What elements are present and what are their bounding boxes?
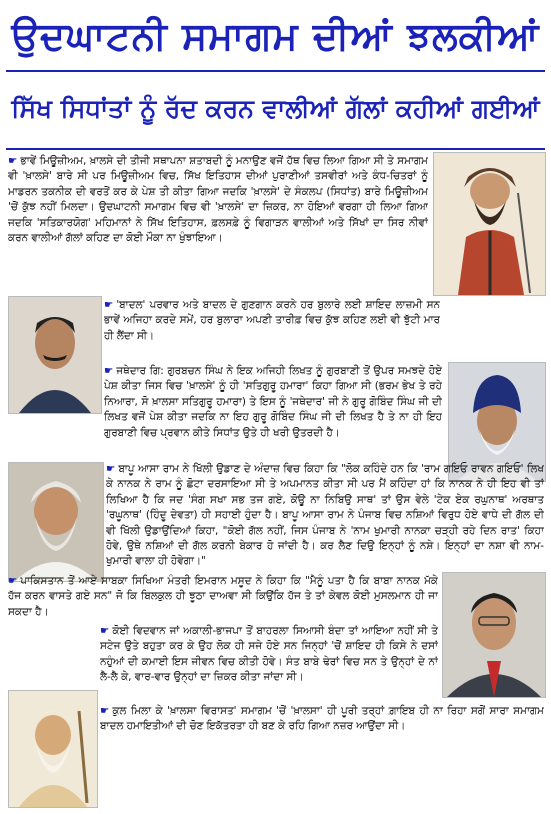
paragraph-1: ☛ ਭਾਵੇਂ ਮਿਊਜ਼ੀਅਮ, ਖ਼ਾਲਸੇ ਦੀ ਤੀਜੀ ਸਥਾਪਨਾ ਸ਼ਤਾਬਦੀ ਨੂੰ ਮਨਾਉਣ ਵਜੋਂ ਹੱਥ ਵਿਚ ਲਿਆ ਗਿਆ ਸੀ ਤੇ ਸਮਾਗਮ ਵੀ 'ਖ਼ਾਲਸੇ' ਬਾਰੇ ਸੀ ਪਰ ਮਿਊਜ਼ੀਅਮ ਵਿਚ, ਸਿੱਖ ਇਤਿਹਾਸ ਦੀਆਂ ਪੁਰਾਣੀਆਂ ਤਸਵੀਰਾਂ ਅਤੇ ਕੰਧ-ਚਿਤਰਾਂ ਨੂੰ ਮਾਡਰਨ ਤਕਨੀਕ ਦੀ ਵਰਤੋਂ ਕਰ ਕੇ ਪੇਸ਼ ਤੀ ਕੀਤਾ ਗਿਆ ਜਦਕਿ 'ਖ਼ਾਲਸੇ' ਦੇ ਸੰਕਲਪ (ਸਿਧਾਂਤ) ਬਾਰੇ ਮਿਊਜ਼ੀਅਮ 'ਚੋਂ ਕੁੱਝ ਨਹੀਂ ਮਿਲਦਾ। ਉਦਘਾਟਨੀ ਸਮਾਗਮ ਵਿਚ ਵੀ 'ਖ਼ਾਲਸੇ' ਦਾ ਜ਼ਿਕਰ, ਨਾ ਹੋਇਆਂ ਵਰਗਾ ਹੀ ਲਿਆ ਗਿਆ ਜਦਕਿ 'ਸਤਿਕਾਰਯੋਗ' ਮਹਿਮਾਨਾਂ ਨੇ ਸਿੱਖ ਇਤਿਹਾਸ, ਫ਼ਲਸਫ਼ੇ ਨੂੰ ਵਿਗਾੜਨ ਵਾਲੀਆਂ ਅਤੇ ਸਿੱਖਾਂ ਦਾ ਸਿਰ ਨੀਵਾਂ ਕਰਨ ਵਾਲੀਆਂ ਗੱਲਾਂ ਕਹਿਣ ਦਾ ਕੋਈ ਮੌਕਾ ਨਾ ਖੁੰਝਾਇਆ। (8, 155, 428, 245)
paragraph-7: ☛ ਕੁਲ ਮਿਲਾ ਕੇ 'ਖ਼ਾਲਸਾ ਵਿਰਾਸਤ' ਸਮਾਗਮ 'ਚੋਂ 'ਖ਼ਾਲਸਾ' ਹੀ ਪੂਰੀ ਤਰ੍ਹਾਂ ਗ਼ਾਇਬ ਹੀ ਨਾ ਰਿਹਾ ਸਗੋਂ ਸਾਰਾ ਸਮਾਗਮ ਬਾਦਲ ਹਮਾਇਤੀਆਂ ਦੀ ਚੋਣ ਇਕੱਤਰਤਾ ਹੀ ਬਣ ਕੇ ਰਹਿ ਗਿਆ ਨਜ਼ਰ ਆਉਂਦਾ ਸੀ। (100, 705, 544, 733)
bearded-bapu-portrait-image (8, 462, 104, 582)
paragraph-2: ☛ 'ਬਾਦਲ' ਪਰਵਾਰ ਅਤੇ ਬਾਦਲ ਦੇ ਗੁਣਗਾਨ ਕਰਨੇ ਹਰ ਬੁਲਾਰੇ ਲਈ ਸ਼ਾਇਦ ਲਾਜ਼ਮੀ ਸਨ ਭਾਵੇਂ ਅਜਿਹਾ ਕਰਦੇ ਸਮੇਂ, ਹਰ ਬੁਲਾਰਾ ਅਪਣੀ ਤਾਰੀਫ਼ ਵਿਚ ਕੁੱਝ ਕਹਿਣ ਲਈ ਵੀ ਝੁੱਟੀ ਮਾਰ ਹੀ ਲੈਂਦਾ ਸੀ। (104, 299, 440, 342)
headline-divider (6, 70, 545, 72)
paragraph-5: ☛ ਪਾਕਿਸਤਾਨ ਤੋਂ ਆਏ ਸਾਬਕਾ ਸਿਖਿਆ ਮੰਤਰੀ ਇਮਰਾਨ ਮਸੂਦ ਨੇ ਕਿਹਾ ਕਿ "ਮੈਨੂੰ ਪਤਾ ਹੈ ਕਿ ਬਾਬਾ ਨਾਨਕ ਮੱਕੇ ਹੱਜ ਕਰਨ ਵਾਸਤੇ ਗਏ ਸਨ" ਜੋ ਕਿ ਬਿਲਕੁਲ ਹੀ ਝੂਠਾ ਦਾਅਵਾ ਸੀ ਕਿਉਂਕਿ ਹੱਜ ਤੇ ਤਾਂ ਕੇਵਲ ਕੋਈ ਮੁਸਲਮਾਨ ਹੀ ਜਾ ਸਕਦਾ ਹੈ। (8, 575, 438, 618)
pointing-hand-icon: ☛ (104, 365, 114, 377)
paragraph-4: ☛ ਬਾਪੂ ਆਸਾ ਰਾਮ ਨੇ ਖਿੱਲੀ ਉਡਾਣ ਦੇ ਅੰਦਾਜ਼ ਵਿਚ ਕਿਹਾ ਕਿ "ਲੋਕ ਕਹਿੰਦੇ ਹਨ ਕਿ 'ਰਾਮ ਗਇਓ ਰਾਵਨ ਗਇਓ' ਲਿਖ ਕੇ ਨਾਨਕ ਨੇ ਰਾਮ ਨੂੰ ਛੋਟਾ ਦਰਸਾਇਆ ਸੀ ਤੇ ਅਪਮਾਨਤ ਕੀਤਾ ਸੀ ਪਰ ਮੈਂ ਕਹਿੰਦਾ ਹਾਂ ਕਿ ਨਾਨਕ ਨੇ ਹੀ ਇਹ ਵੀ ਤਾਂ ਲਿਖਿਆ ਹੈ ਕਿ ਜਦ 'ਸੰਗ ਸਖਾ ਸਭ ਤਜ ਗਏ, ਕੋਊ ਨਾ ਨਿਬਿਉ ਸਾਥ' ਤਾਂ ਉਸ ਵੇਲੇ 'ਟੇਕ ਏਕ ਰਘੁਨਾਥ' ਅਰਥਾਤ 'ਰਘੂਨਾਥ' (ਹਿੰਦੂ ਦੇਵਤਾ) ਹੀ ਸਹਾਈ ਹੁੰਦਾ ਹੈ। ਬਾਪੂ ਆਸਾ ਰਾਮ ਨੇ ਪੰਜਾਬ ਵਿਚ ਨਸ਼ਿਆਂ ਵਿਰੁਧ ਹੋਏ ਵਾਧੇ ਦੀ ਗੱਲ ਦੀ ਵੀ ਖਿੱਲੀ ਉਡਾਉਂਦਿਆਂ ਕਿਹਾ, "ਕੋਈ ਗੱਲ ਨਹੀਂ, ਜਿਸ ਪੰਜਾਬ ਨੇ 'ਨਾਮ ਖੁਮਾਰੀ ਨਾਨਕਾ ਚੜ੍ਹੀ ਰਹੇ ਦਿਨ ਰਾਤ' ਕਿਹਾ ਹੋਵੇ, ਉਥੇ ਨਸ਼ਿਆਂ ਦੀ ਗੱਲ ਕਰਨੀ ਬੇਕਾਰ ਹੋ ਜਾਂਦੀ ਹੈ। ਕਰ ਲੈਣ ਦਿਉ ਇਨ੍ਹਾਂ ਨੂੰ ਨਸ਼ੇ। ਇਨ੍ਹਾਂ ਦਾ ਨਸ਼ਾ ਵੀ ਨਾਮ-ਖੁਮਾਰੀ ਵਾਲਾ ਹੀ ਹੋਵੇਗਾ।" (106, 463, 544, 568)
pointing-hand-icon: ☛ (104, 299, 114, 311)
pointing-hand-icon: ☛ (100, 625, 110, 637)
pointing-hand-icon: ☛ (100, 705, 110, 717)
old-man-sketch-image (8, 690, 98, 808)
sikh-warrior-illustration-image (433, 152, 546, 296)
pointing-hand-icon: ☛ (8, 155, 18, 167)
headline-line-2: ਸਿੱਖ ਸਿਧਾਂਤਾਂ ਨੂੰ ਰੱਦ ਕਰਨ ਵਾਲੀਆਂ ਗੱਲਾਂ ਕਹੀਆਂ ਗਈਆਂ (11, 94, 540, 123)
paragraph-6: ☛ ਕੋਈ ਵਿਦਵਾਨ ਜਾਂ ਅਕਾਲੀ-ਭਾਜਪਾ ਤੋਂ ਬਾਹਰਲਾ ਸਿਆਸੀ ਬੰਦਾ ਤਾਂ ਆਇਆ ਨਹੀਂ ਸੀ ਤੇ ਸਟੇਜ ਉਤੇ ਬਹੁਤਾ ਕਰ ਕੇ ਉਹ ਲੋਕ ਹੀ ਸਜੇ ਹੋਏ ਸਨ ਜਿਨ੍ਹਾਂ 'ਚੋਂ ਸ਼ਾਇਦ ਹੀ ਕਿਸੇ ਨੇ ਦਸਾਂ ਨਹੁੰਆਂ ਦੀ ਕਮਾਈ ਇਸ ਜੀਵਨ ਵਿਚ ਕੀਤੀ ਹੋਵੇ। ਸੰਤ ਬਾਬੇ ਢੇਰਾਂ ਵਿਚ ਸਨ ਤੇ ਉਨ੍ਹਾਂ ਦੇ ਨਾਂ ਲੈ-ਲੈ ਕੇ, ਵਾਰ-ਵਾਰ ਉਨ੍ਹਾਂ ਦਾ ਜ਼ਿਕਰ ਕੀਤਾ ਜਾਂਦਾ ਸੀ। (100, 625, 438, 684)
paragraph-3: ☛ ਜਥੇਦਾਰ ਗਿ: ਗੁਰਬਚਨ ਸਿੰਘ ਨੇ ਇਕ ਅਜਿਹੀ ਲਿਖਤ ਨੂੰ ਗੁਰਬਾਣੀ ਤੋਂ ਉਪਰ ਸਮਝਦੇ ਹੋਏ ਪੇਸ਼ ਕੀਤਾ ਜਿਸ ਵਿਚ 'ਖ਼ਾਲਸੇ' ਨੂੰ ਹੀ 'ਸਤਿਗੁਰੂ ਹਮਾਰਾ' ਕਿਹਾ ਗਿਆ ਸੀ (ਭਰਮ ਭੇਖ ਤੇ ਰਹੇ ਨਿਆਰਾ, ਸੋ ਖ਼ਾਲਸਾ ਸਤਿਗੁਰੂ ਹਮਾਰਾ) ਤੇ ਇਸ ਨੂੰ 'ਜਥੇਦਾਰ' ਜੀ ਨੇ ਗੁਰੂ ਗੋਬਿੰਦ ਸਿੰਘ ਜੀ ਦੀ ਲਿਖਤ ਵਜੋਂ ਪੇਸ਼ ਕੀਤਾ ਜਦਕਿ ਨਾ ਇਹ ਗੁਰੂ ਗੋਬਿੰਦ ਸਿੰਘ ਜੀ ਦੀ ਲਿਖਤ ਹੈ ਤੇ ਨਾ ਹੀ ਇਹ ਗੁਰਬਾਣੀ ਵਿਚ ਪ੍ਰਵਾਨ ਕੀਤੇ ਸਿਧਾਂਤ ਉਤੇ ਹੀ ਖਰੀ ਉਤਰਦੀ ਹੈ। (104, 365, 442, 439)
headline-line-1: ਉਦਘਾਟਨੀ ਸਮਾਗਮ ਦੀਆਂ ਝਲਕੀਆਂ (11, 14, 540, 58)
man-in-suit-portrait-image (442, 572, 546, 698)
pointing-hand-icon: ☛ (106, 463, 116, 475)
pointing-hand-icon: ☛ (8, 575, 18, 587)
mustached-man-portrait-image (8, 296, 102, 414)
headline-bottom-divider (6, 148, 545, 150)
